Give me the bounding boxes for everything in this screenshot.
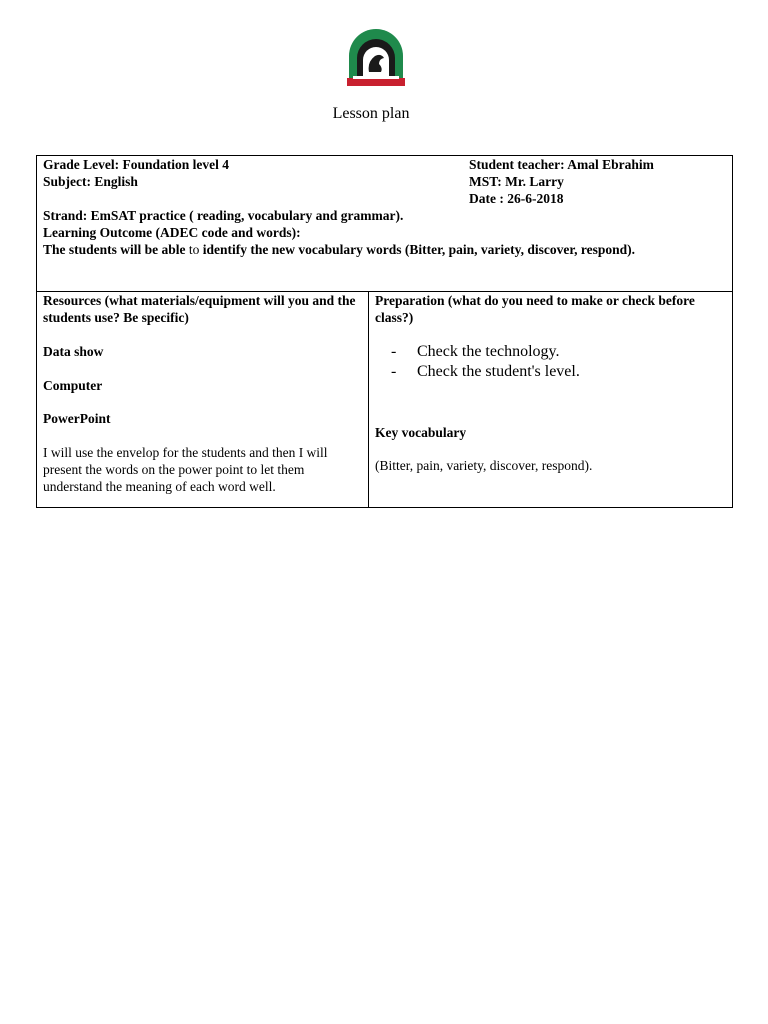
resources-description: I will use the envelop for the students and then I will present the words on the power point to let them understand the meaning of each word well. [43,445,328,494]
lesson-info-section [37,156,732,292]
objective-part-3: identify the new vocabulary words (Bitter, pain, variety, discover, respond). [199,242,636,257]
checklist-item-text: Check the technology. [417,343,560,360]
resources-heading: Resources (what materials/equipment will you and the students use? Be specific) [43,293,356,325]
key-vocabulary-label: Key vocabulary [375,425,467,440]
resource-item: PowerPoint [43,411,111,426]
preparation-column [369,292,732,507]
objective-part-1: The students will be able [43,242,189,257]
lesson-date: Date : 26-6-2018 [469,191,564,206]
mst: MST: Mr. Larry [469,174,564,189]
checklist-item [391,362,580,382]
learning-objective [43,241,693,258]
lesson-plan-table [36,155,733,508]
preparation-checklist [391,342,580,382]
resources-column [37,292,369,507]
resource-item: Computer [43,378,103,393]
objective-part-2: to [188,242,200,257]
subject: Subject: English [43,174,138,189]
student-teacher: Student teacher: Amal Ebrahim [469,157,654,172]
learning-outcome-label: Learning Outcome (ADEC code and words): [43,225,301,240]
preparation-heading: Preparation (what do you need to make or check before class?) [375,293,695,325]
dash-bullet: - [391,363,397,380]
strand: Strand: EmSAT practice ( reading, vocabulary and grammar). [43,208,404,223]
dash-bullet: - [391,343,397,360]
resource-item: Data show [43,344,104,359]
key-vocabulary-text: (Bitter, pain, variety, discover, respond). [375,458,593,473]
school-logo [343,26,409,88]
checklist-item-text: Check the student's level. [417,363,580,380]
grade-level: Grade Level: Foundation level 4 [43,157,229,172]
document-title: Lesson plan [332,105,410,122]
checklist-item [391,342,580,362]
